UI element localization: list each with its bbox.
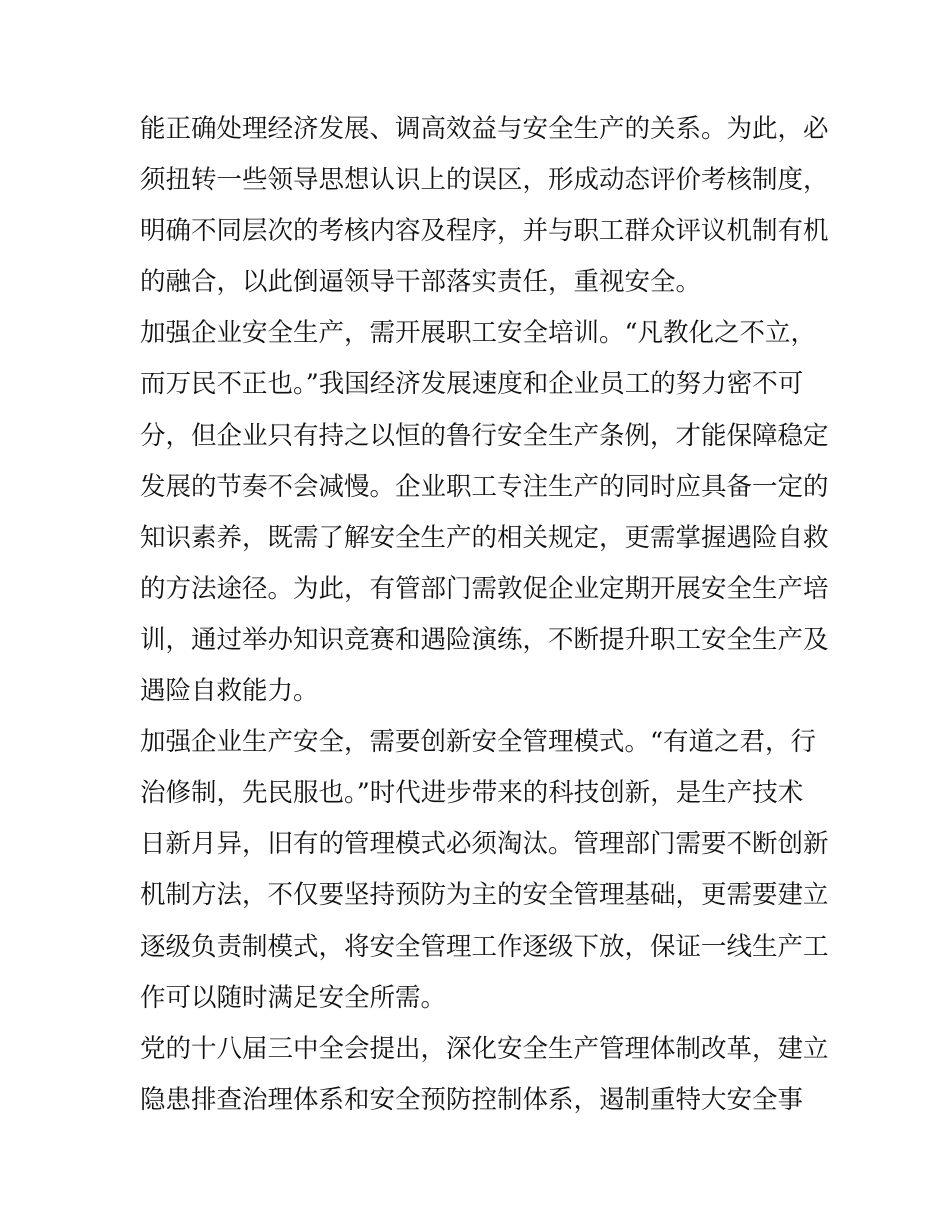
- text-line: 明确不同层次的考核内容及程序，并与职工群众评议机制有机: [140, 216, 829, 247]
- text-line: 发展的节奏不会减慢。企业职工专注生产的同时应具备一定的: [140, 471, 829, 502]
- text-line: 训，通过举办知识竞赛和遇险演练，不断提升职工安全生产及: [140, 624, 829, 655]
- text-line: 逐级负责制模式，将安全管理工作逐级下放，保证一线生产工: [140, 931, 829, 962]
- text-line: 党的十八届三中全会提出，深化安全生产管理体制改革，建立: [140, 1033, 829, 1064]
- text-line: 加强企业生产安全，需要创新安全管理模式。“有道之君，行: [140, 727, 817, 758]
- text-line: 日新月异，旧有的管理模式必须淘汰。管理部门需要不断创新: [140, 829, 829, 860]
- body-text: [140, 104, 829, 1126]
- text-line: 须扭转一些领导思想认识上的误区，形成动态评价考核制度，: [140, 165, 829, 196]
- text-line: 作可以随时满足安全所需。: [140, 982, 447, 1013]
- text-line: 治修制，先民服也。”时代进步带来的科技创新，是生产技术: [140, 778, 804, 809]
- text-line: 机制方法，不仅要坚持预防为主的安全管理基础，更需要建立: [140, 880, 829, 911]
- text-line: 隐患排查治理体系和安全预防控制体系，遏制重特大安全事: [140, 1084, 804, 1115]
- text-line: 知识素养，既需了解安全生产的相关规定，更需掌握遇险自救: [140, 522, 829, 553]
- text-line: 分，但企业只有持之以恒的鲁行安全生产条例，才能保障稳定: [140, 420, 829, 451]
- text-line: 加强企业安全生产，需开展职工安全培训。“凡教化之不立，: [140, 318, 817, 349]
- text-line: 遇险自救能力。: [140, 676, 319, 707]
- text-line: 而万民不正也。”我国经济发展速度和企业员工的努力密不可: [140, 369, 804, 400]
- text-line: 的方法途径。为此，有管部门需敦促企业定期开展安全生产培: [140, 573, 829, 604]
- text-line: 能正确处理经济发展、调高效益与安全生产的关系。为此，必: [140, 114, 829, 144]
- text-line: 的融合，以此倒逼领导干部落实责任，重视安全。: [140, 267, 702, 298]
